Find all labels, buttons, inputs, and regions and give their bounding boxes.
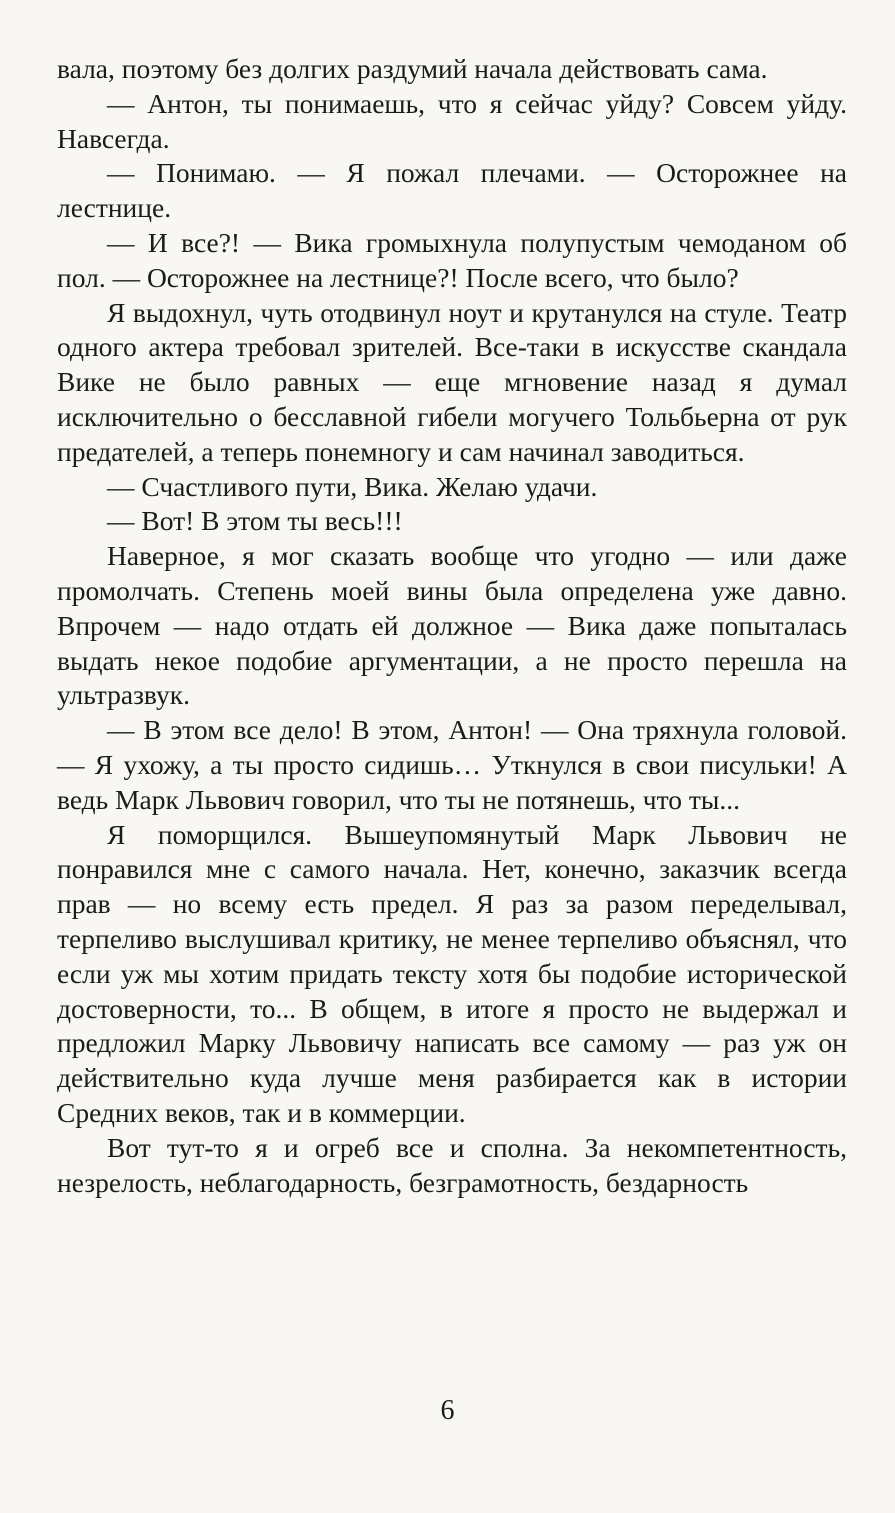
paragraph-11: Вот тут-то я и огреб все и сполна. За некомпетентность, незрелость, неблагодарность, безграмотность, бездарность [57,1131,847,1198]
paragraph-4: — И все?! — Вика громыхнула полупустым чемоданом об пол. — Осторожнее на лестнице?! После всего, что было? [57,226,847,293]
paragraph-10: Я поморщился. Вышеупомянутый Марк Львович не понравился мне с самого начала. Нет, конечно, заказчик всегда прав — но всему есть предел. Я раз за разом переделывал, терпеливо выслушивал критику, не менее терпеливо объяснял, что если уж мы хотим придать тексту хотя бы подобие исторической достоверности, то... В общем, в итоге я просто не выдержал и предложил Марку Львовичу написать все самому — раз уж он действительно куда лучше меня разбирается как в истории Средних веков, так и в коммерции. [57,818,847,1128]
paragraph-8: Наверное, я мог сказать вообще что угодно — или даже промолчать. Степень моей вины была определена уже давно. Впрочем — надо отдать ей должное — Вика даже попыталась выдать некое подобие аргументации, а не просто перешла на ультразвук. [57,540,847,711]
paragraph-1: вала, поэтому без долгих раздумий начала действовать сама. [57,53,768,84]
page-number: 6 [440,1395,455,1426]
paragraph-6: — Счастливого пути, Вика. Желаю удачи. [107,470,598,502]
paragraph-2: — Антон, ты понимаешь, что я сейчас уйду? Совсем уйду. Навсегда. [57,87,847,154]
paragraph-7: — Вот! В этом ты весь!!! [107,505,403,537]
page-text [57,52,847,1200]
paragraph-5: Я выдохнул, чуть отодвинул ноут и крутанулся на стуле. Театр одного актера требовал зрителей. Все-таки в искусстве скандала Вике не было равных — еще мгновение назад я думал исключительно о бесславной гибели могучего Тольбьерна от рук предателей, а теперь понемногу и сам начинал заводиться. [57,296,847,467]
paragraph-3: — Понимаю. — Я пожал плечами. — Осторожнее на лестнице. [57,157,847,224]
paragraph-9: — В этом все дело! В этом, Антон! — Она тряхнула головой. — Я ухожу, а ты просто сидишь… Уткнулся в свои писульки! А ведь Марк Львович говорил, что ты не потянешь, что ты... [57,714,847,815]
